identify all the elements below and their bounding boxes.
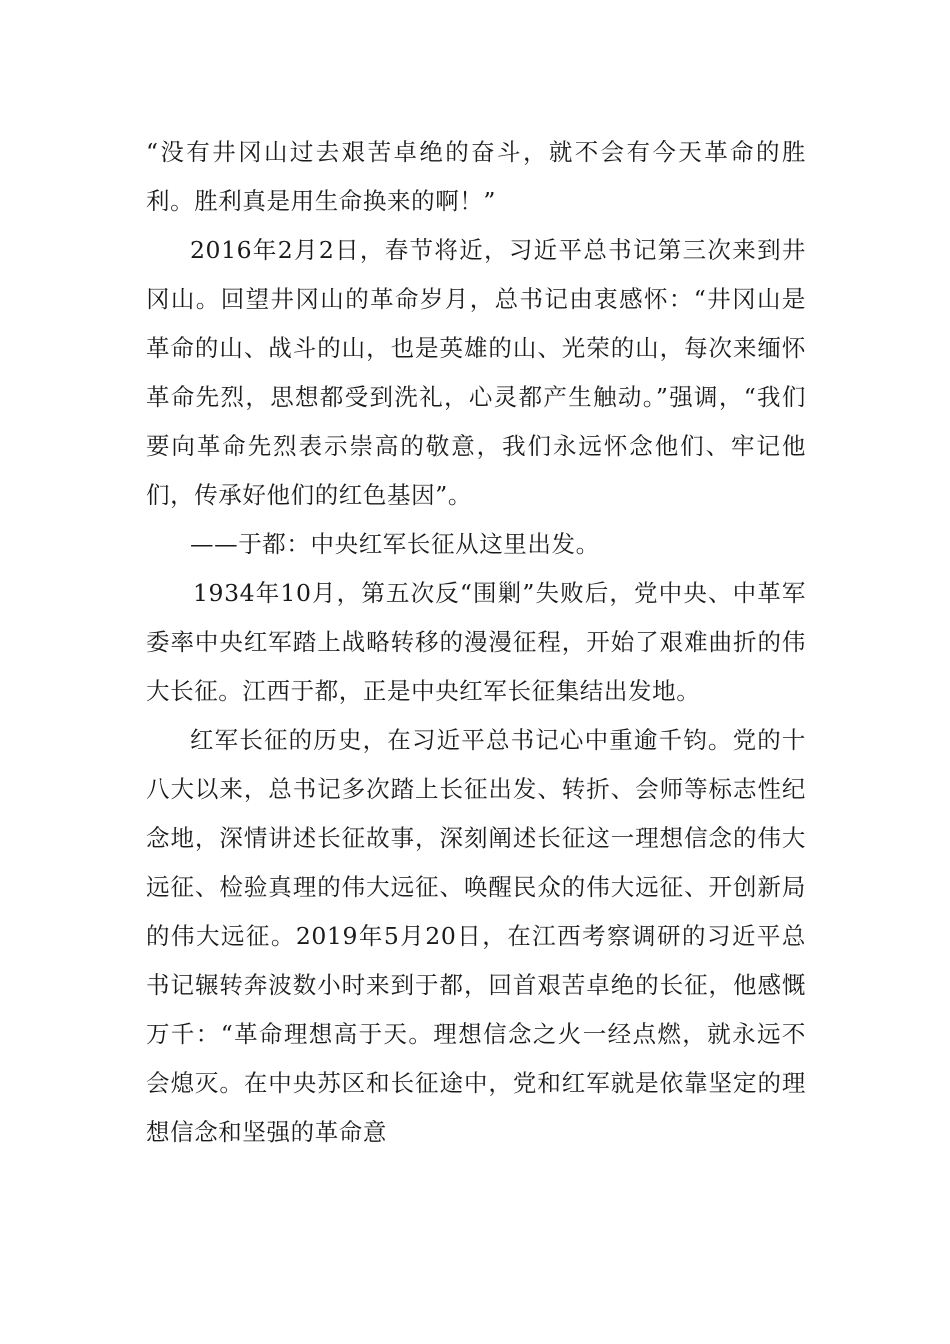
jinggangshan-visit-paragraph: 2016年2月2日，春节将近，习近平总书记第三次来到井冈山。回望井冈山的革命岁月，总书记由衷感怀：“井冈山是革命的山、战斗的山，也是英雄的山、光荣的山，每次来缅怀革命先烈，思想都受到洗礼，心灵都产生触动。”强调，“我们要向革命先烈表示崇高的敬意，我们永远怀念他们、牢记他们，传承好他们的红色基因”。	[146, 236, 806, 509]
long-march-start-paragraph: 1934年10月，第五次反“围剿”失败后，党中央、中革军委率中央红军踏上战略转移的漫漫征程，开始了艰难曲折的伟大长征。江西于都，正是中央红军长征集结出发地。	[146, 579, 806, 705]
quote-paragraph: “没有井冈山过去艰苦卓绝的奋斗，就不会有今天革命的胜利。胜利真是用生命换来的啊！”	[146, 138, 806, 215]
section-heading-yudu: ——于都：中央红军长征从这里出发。	[190, 530, 600, 558]
long-march-history-paragraph: 红军长征的历史，在习近平总书记心中重逾千钧。党的十八大以来，总书记多次踏上长征出发、转折、会师等标志性纪念地，深情讲述长征故事，深刻阐述长征这一理想信念的伟大远征、检验真理的伟大远征、唤醒民众的伟大远征、开创新局的伟大远征。2019年5月20日，在江西考察调研的习近平总书记辗转奔波数小时来到于都，回首艰苦卓绝的长征，他感慨万千：“革命理想高于天。理想信念之火一经点燃，就永远不会熄灭。在中央苏区和长征途中，党和红军就是依靠坚定的理想信念和坚强的革命意	[146, 726, 806, 1146]
document-body	[146, 128, 806, 1157]
